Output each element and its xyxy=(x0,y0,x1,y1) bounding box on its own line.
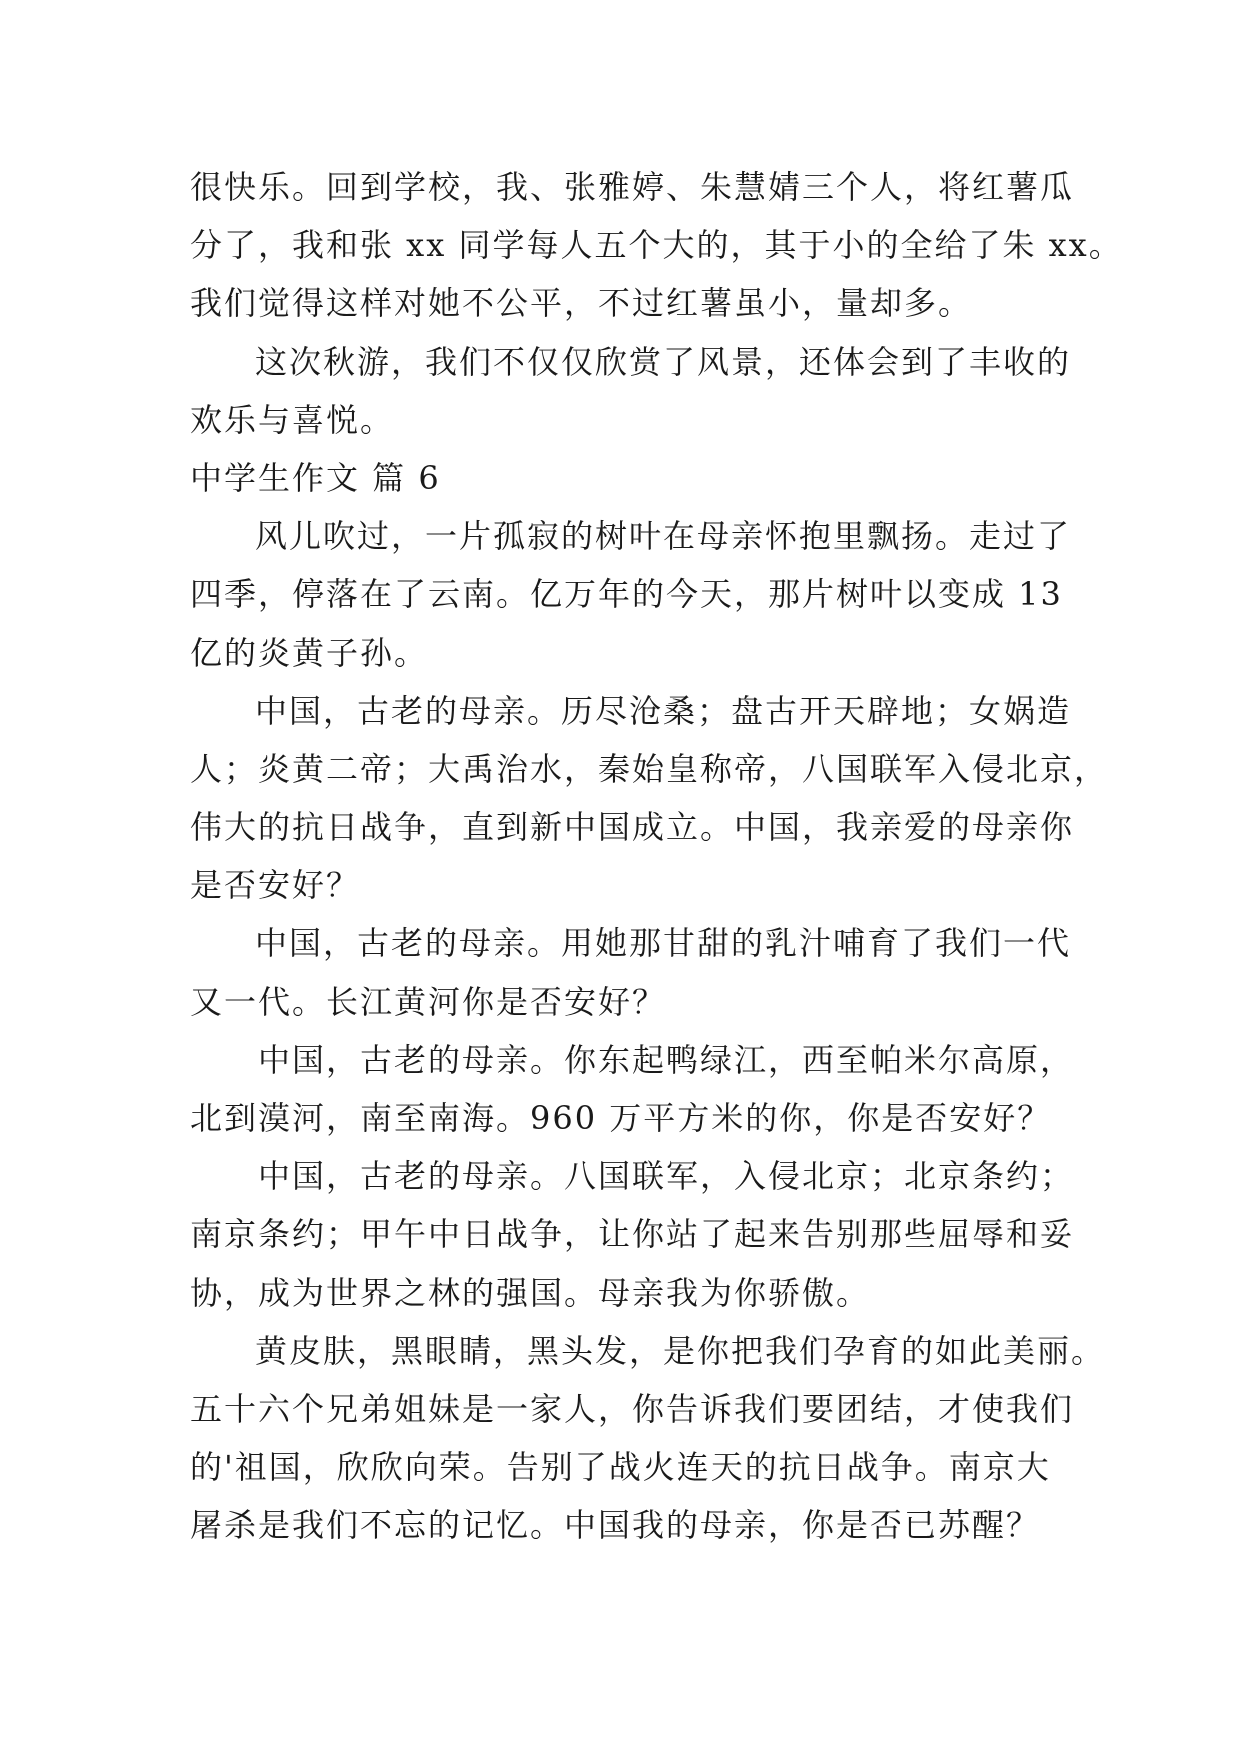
paragraph-line: 黄皮肤，黑眼睛，黑头发，是你把我们孕育的如此美丽。 xyxy=(255,1331,1106,1370)
paragraph-line: 欢乐与喜悦。 xyxy=(190,400,395,439)
paragraph-line: 五十六个兄弟姐妹是一家人，你告诉我们要团结，才使我们 xyxy=(190,1389,1075,1428)
paragraph-line: 中国，古老的母亲。你东起鸭绿江，西至帕米尔高原， xyxy=(258,1040,1075,1079)
paragraph-line: 这次秋游，我们不仅仅欣赏了风景，还体会到了丰收的 xyxy=(255,342,1072,381)
paragraph-line: 我们觉得这样对她不公平，不过红薯虽小，量却多。 xyxy=(190,284,973,323)
paragraph-line: 中国，古老的母亲。八国联军，入侵北京；北京条约； xyxy=(258,1157,1075,1196)
paragraph-line: 四季，停落在了云南。亿万年的今天，那片树叶以变成 13 xyxy=(190,575,1063,614)
section-heading: 中学生作文 篇 6 xyxy=(190,458,441,497)
paragraph-line: 分了，我和张 xx 同学每人五个大的，其于小的全给了朱 xx。 xyxy=(190,226,1123,265)
paragraph-line: 风儿吹过，一片孤寂的树叶在母亲怀抱里飘扬。走过了 xyxy=(255,517,1072,556)
paragraph-line: 人；炎黄二帝；大禹治水，秦始皇称帝，八国联军入侵北京， xyxy=(190,749,1109,788)
paragraph-line: 又一代。长江黄河你是否安好？ xyxy=(190,982,667,1021)
essay-body xyxy=(190,158,1123,1555)
paragraph-line: 南京条约；甲午中日战争，让你站了起来告别那些屈辱和妥 xyxy=(190,1215,1075,1254)
paragraph-line: 中国，古老的母亲。历尽沧桑；盘古开天辟地；女娲造 xyxy=(255,691,1072,730)
paragraph-line: 是否安好？ xyxy=(190,866,361,905)
paragraph-line: 中国，古老的母亲。用她那甘甜的乳汁哺育了我们一代 xyxy=(255,924,1072,963)
paragraph-line: 屠杀是我们不忘的记忆。中国我的母亲，你是否已苏醒？ xyxy=(190,1506,1041,1545)
paragraph-line: 协，成为世界之林的强国。母亲我为你骄傲。 xyxy=(190,1273,871,1312)
paragraph-line: 伟大的抗日战争，直到新中国成立。中国，我亲爱的母亲你 xyxy=(190,808,1075,847)
paragraph-line: 北到漠河，南至南海。960 万平方米的你，你是否安好？ xyxy=(190,1099,1052,1137)
paragraph-line: 亿的炎黄子孙。 xyxy=(190,633,429,672)
paragraph-line: 的'祖国，欣欣向荣。告别了战火连天的抗日战争。南京大 xyxy=(190,1448,1051,1487)
paragraph-line: 很快乐。回到学校，我、张雅婷、朱慧婧三个人，将红薯瓜 xyxy=(190,168,1075,206)
